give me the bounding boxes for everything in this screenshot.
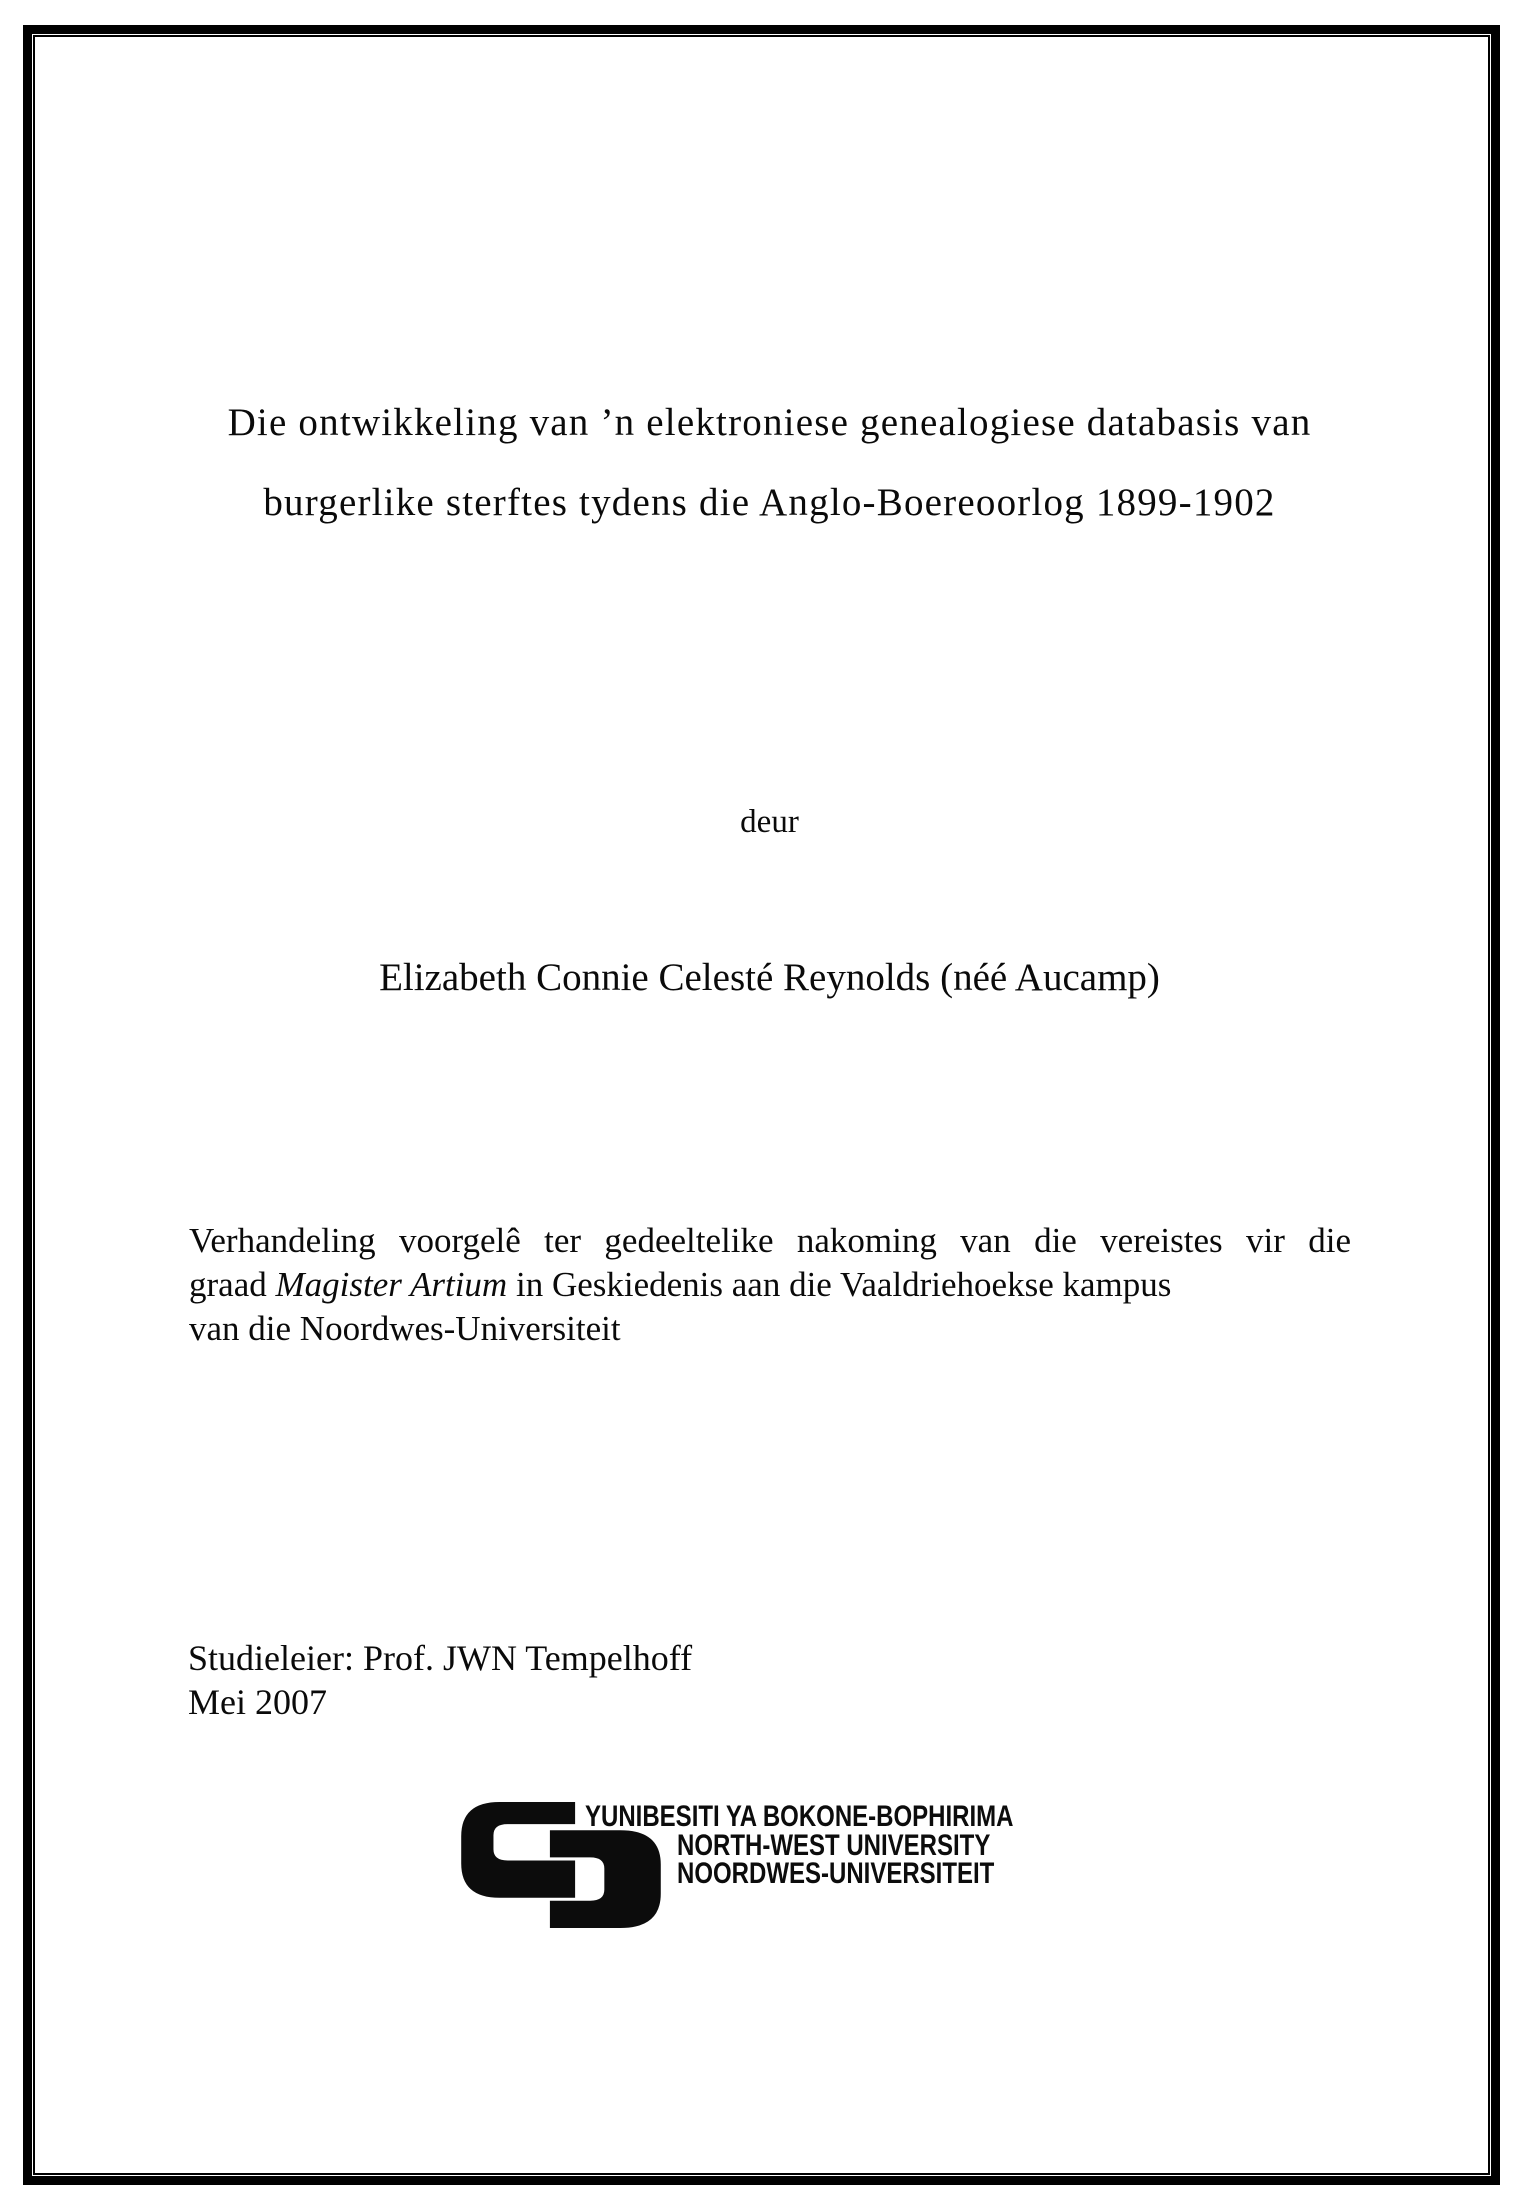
- date-line: Mei 2007: [188, 1682, 327, 1722]
- university-logo-text: [585, 1800, 1014, 1890]
- degree-description-line-2: [189, 1263, 1351, 1307]
- author-name: Elizabeth Connie Celesté Reynolds (néé Aucamp): [379, 956, 1160, 999]
- logo-text-line-1: YUNIBESITI YA BOKONE-BOPHIRIMA: [585, 1800, 1014, 1833]
- byline-label: deur: [740, 804, 799, 840]
- thesis-title-line-2: burgerlike sterftes tydens die Anglo-Boereoorlog 1899-1902: [263, 481, 1276, 524]
- logo-text-line-3: NOORDWES-UNIVERSITEIT: [677, 1857, 995, 1890]
- degree-name-italic: Magister Artium: [275, 1265, 508, 1304]
- supervisor-line: Studieleier: Prof. JWN Tempelhoff: [188, 1638, 693, 1678]
- university-logo: [461, 1799, 1181, 1934]
- degree-line-2-pre: graad: [189, 1265, 276, 1304]
- thesis-title-line-1: Die ontwikkeling van ’n elektroniese genealogiese databasis van: [227, 401, 1312, 444]
- degree-description-line-1: Verhandeling voorgelê ter gedeeltelike nakoming van die vereistes vir die: [189, 1221, 1351, 1260]
- degree-line-2-post: in Geskiedenis aan die Vaaldriehoekse kampus: [507, 1265, 1172, 1304]
- logo-text-line-2: NORTH-WEST UNIVERSITY: [677, 1828, 991, 1862]
- degree-description-line-3: van die Noordwes-Universiteit: [189, 1309, 621, 1348]
- thesis-title: [188, 383, 1351, 543]
- degree-description: [189, 1219, 1351, 1351]
- supervisor-date-block: [188, 1636, 1351, 1724]
